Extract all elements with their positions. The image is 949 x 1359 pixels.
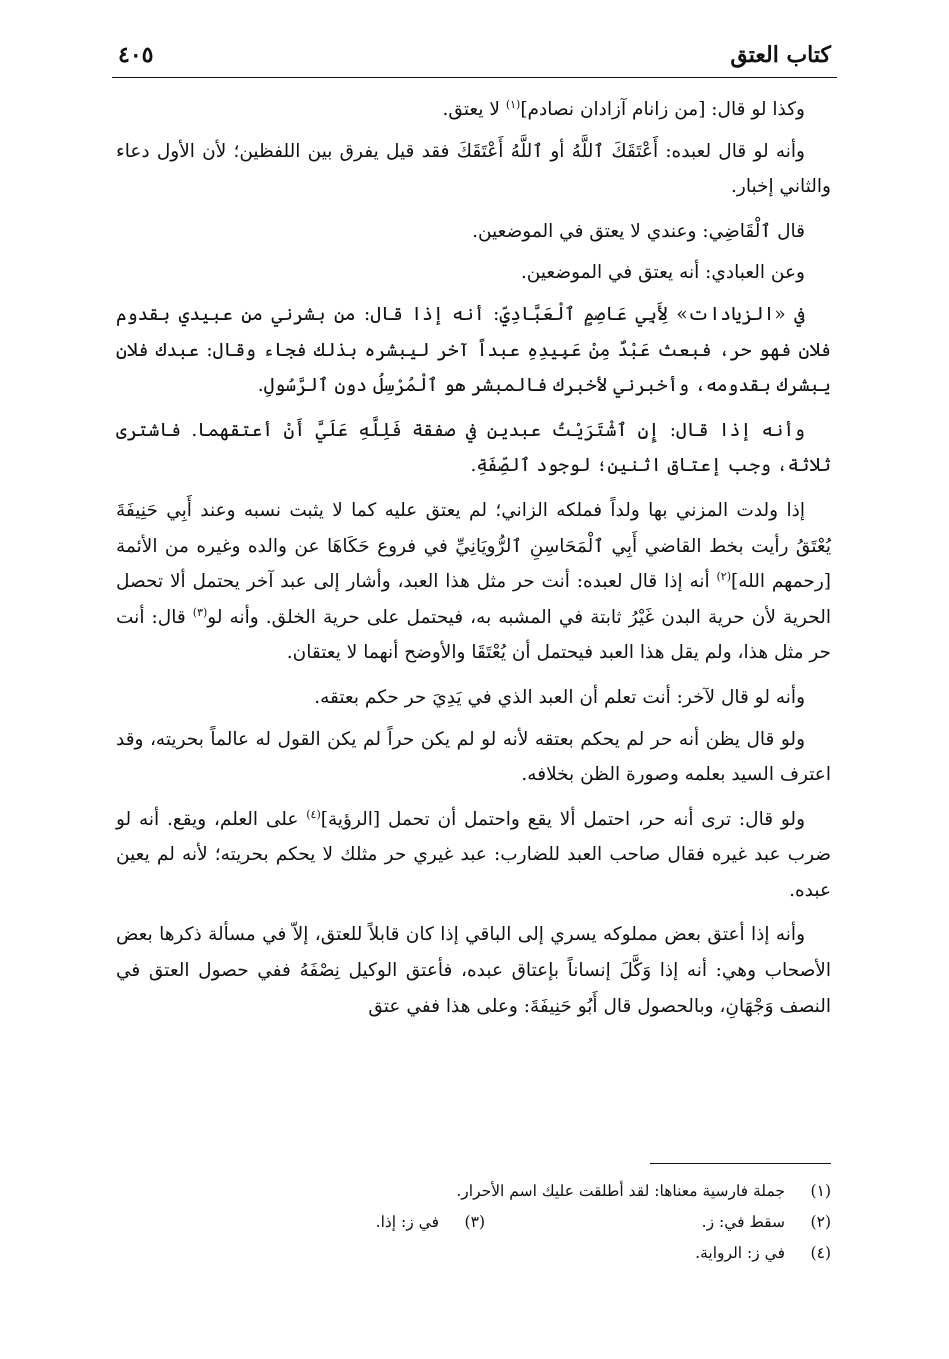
paragraph-9: ولو قال يظن أنه حر لم يحكم بعتقه لأنه لو لم يكن حراً لم يكن القول له عالماً بحريته، وقد اعترف السيد بعلمه وصورة الظن بخلافه. [116, 728, 831, 786]
paragraph-text: إذا ولدت المزني بها ولداً فملكه الزاني؛ لم يعتق عليه كما لا يثبت نسبه وعند أَبِي حَنِيفَةَ يُعْتَقُ رأيت بخط القاضي أَبِي ٱلْمَحَاسِنِ ٱلرُّويَانِيِّ في فروع حَكَاهَا عن والده وغيره من الأئمة [رحمهم الله] [116, 499, 831, 593]
paragraph-8: وأنه لو قال لآخر: أنت تعلم أن العبد الذي في يَدِيَ حر حكم بعتقه. [314, 686, 805, 708]
header-rule [112, 77, 837, 78]
paragraph-10 [116, 802, 831, 909]
footnote-ref-1: (١) [505, 97, 521, 111]
paragraph-3: قال ٱلْقَاضِي: وعندي لا يعتق في الموضعين. [472, 220, 805, 242]
footnote-ref-4: (٤) [306, 807, 321, 821]
footnote-text: جملة فارسية معناها: لقد أطلقت عليك اسم الأحرار. [456, 1182, 785, 1200]
paragraph-text: ولو قال: ترى أنه حر، احتمل ألا يقع واحتمل أن تحمل [الرؤية] [320, 808, 806, 830]
paragraph-4: وعن العبادي: أنه يعتق في الموضعين. [520, 262, 805, 284]
paragraph-5: في «الزيادات» لِأَبِي عَاصِمٍ ٱلْعَبَّادِيِّ: أنه إذا قال: من بشرني من عبيدي بقدوم فلان فهو حر، فبعث عَبْدٌ مِنْ عَبِيدِهِ عبداً آخر ليبشره بذلك فجاء وقال: عبدك فلان يبشرك بقدومه، وأخبرني لأخبرك فالمبشر هو ٱلْمُرْسِلُ دون ٱلرَّسُولِ. [116, 303, 831, 397]
paragraph-11: وأنه إذا أعتق بعض مملوكه يسري إلى الباقي إذا كان قابلاً للعتق، إلاّ في مسألة ذكرها بعض الأصحاب وهي: أنه إذا وَكَّلَ إنساناً بإعتاق عبده، فأعتق الوكيل نِصْفَهُ ففي حصول العتق في النصف وَجْهَانِ، وبالحصول قال أَبُو حَنِيفَةَ: وعلى هذا ففي عتق [116, 924, 831, 1017]
paragraph-1 [116, 92, 831, 128]
paragraph-2: وأنه لو قال لعبده: أَعْتَقَكَ ٱللَّهُ أو ٱللَّهُ أَعْتَقَكَ فقد قيل يفرق بين اللفظين؛ لأن الأول دعاء والثاني إخبار. [116, 140, 831, 198]
paragraph-text: لا يعتق. [442, 99, 506, 120]
footnote-text: في ز: الرواية. [695, 1244, 785, 1262]
footnote-text: في ز: إذا. [375, 1213, 439, 1231]
paragraph-text: وكذا لو قال: [من زانام آزادان نصادم] [520, 99, 805, 120]
footnote-rule [650, 1163, 831, 1164]
footnote-1 [116, 1176, 831, 1207]
footnote-ref-3: (٣) [192, 605, 208, 619]
footnote-4 [116, 1238, 831, 1269]
footnotes [116, 1176, 831, 1269]
footnote-ref-2: (٢) [716, 569, 731, 583]
page-number: ٤٠٥ [118, 42, 154, 68]
page-header [118, 38, 831, 72]
footnote-number: (٣) [464, 1213, 485, 1231]
footnote-number: (٤) [810, 1244, 831, 1262]
paragraph-7 [116, 493, 831, 671]
footnote-text: سقط في: ز. [701, 1213, 785, 1231]
paragraph-6: وأنه إذا قال: إِنِ ٱشْتَرَيْتُ عبدين في صفقة فَلِلَّهِ عَلَيَّ أَنْ أعتقهما. فاشترى ثلاثة، وجب إعتاق اثنين؛ لوجود ٱلصِّفَةِ. [116, 419, 831, 477]
paragraph-text: قال: أنت حر مثل هذا، ولم يقل هذا العبد فيحتمل أن يُعْتَقَا والأوضح أنهما لا يعتقان. [116, 606, 831, 664]
paragraph-text: على العلم، ويقع. أنه لو ضرب عبد غيره فقال صاحب العبد للضارب: عبد غيري حر مثلك لا يحكم بحريته؛ لأنه لم يعين عبده. [116, 808, 831, 901]
paragraph-text: أنه إذا قال لعبده: أنت حر مثل هذا العبد، وأشار إلى عبد آخر يحتمل ألا تحصل الحرية لأن حرية البدن غَيْرُ ثابتة في المشبه به، فيحتمل على حرية الخلق. وأنه لو [116, 571, 831, 628]
footnote-number: (١) [810, 1182, 831, 1200]
footnote-number: (٢) [810, 1213, 831, 1231]
main-text [116, 92, 831, 1033]
footnote-2-3 [116, 1207, 831, 1238]
running-title: كتاب العتق [730, 42, 831, 68]
